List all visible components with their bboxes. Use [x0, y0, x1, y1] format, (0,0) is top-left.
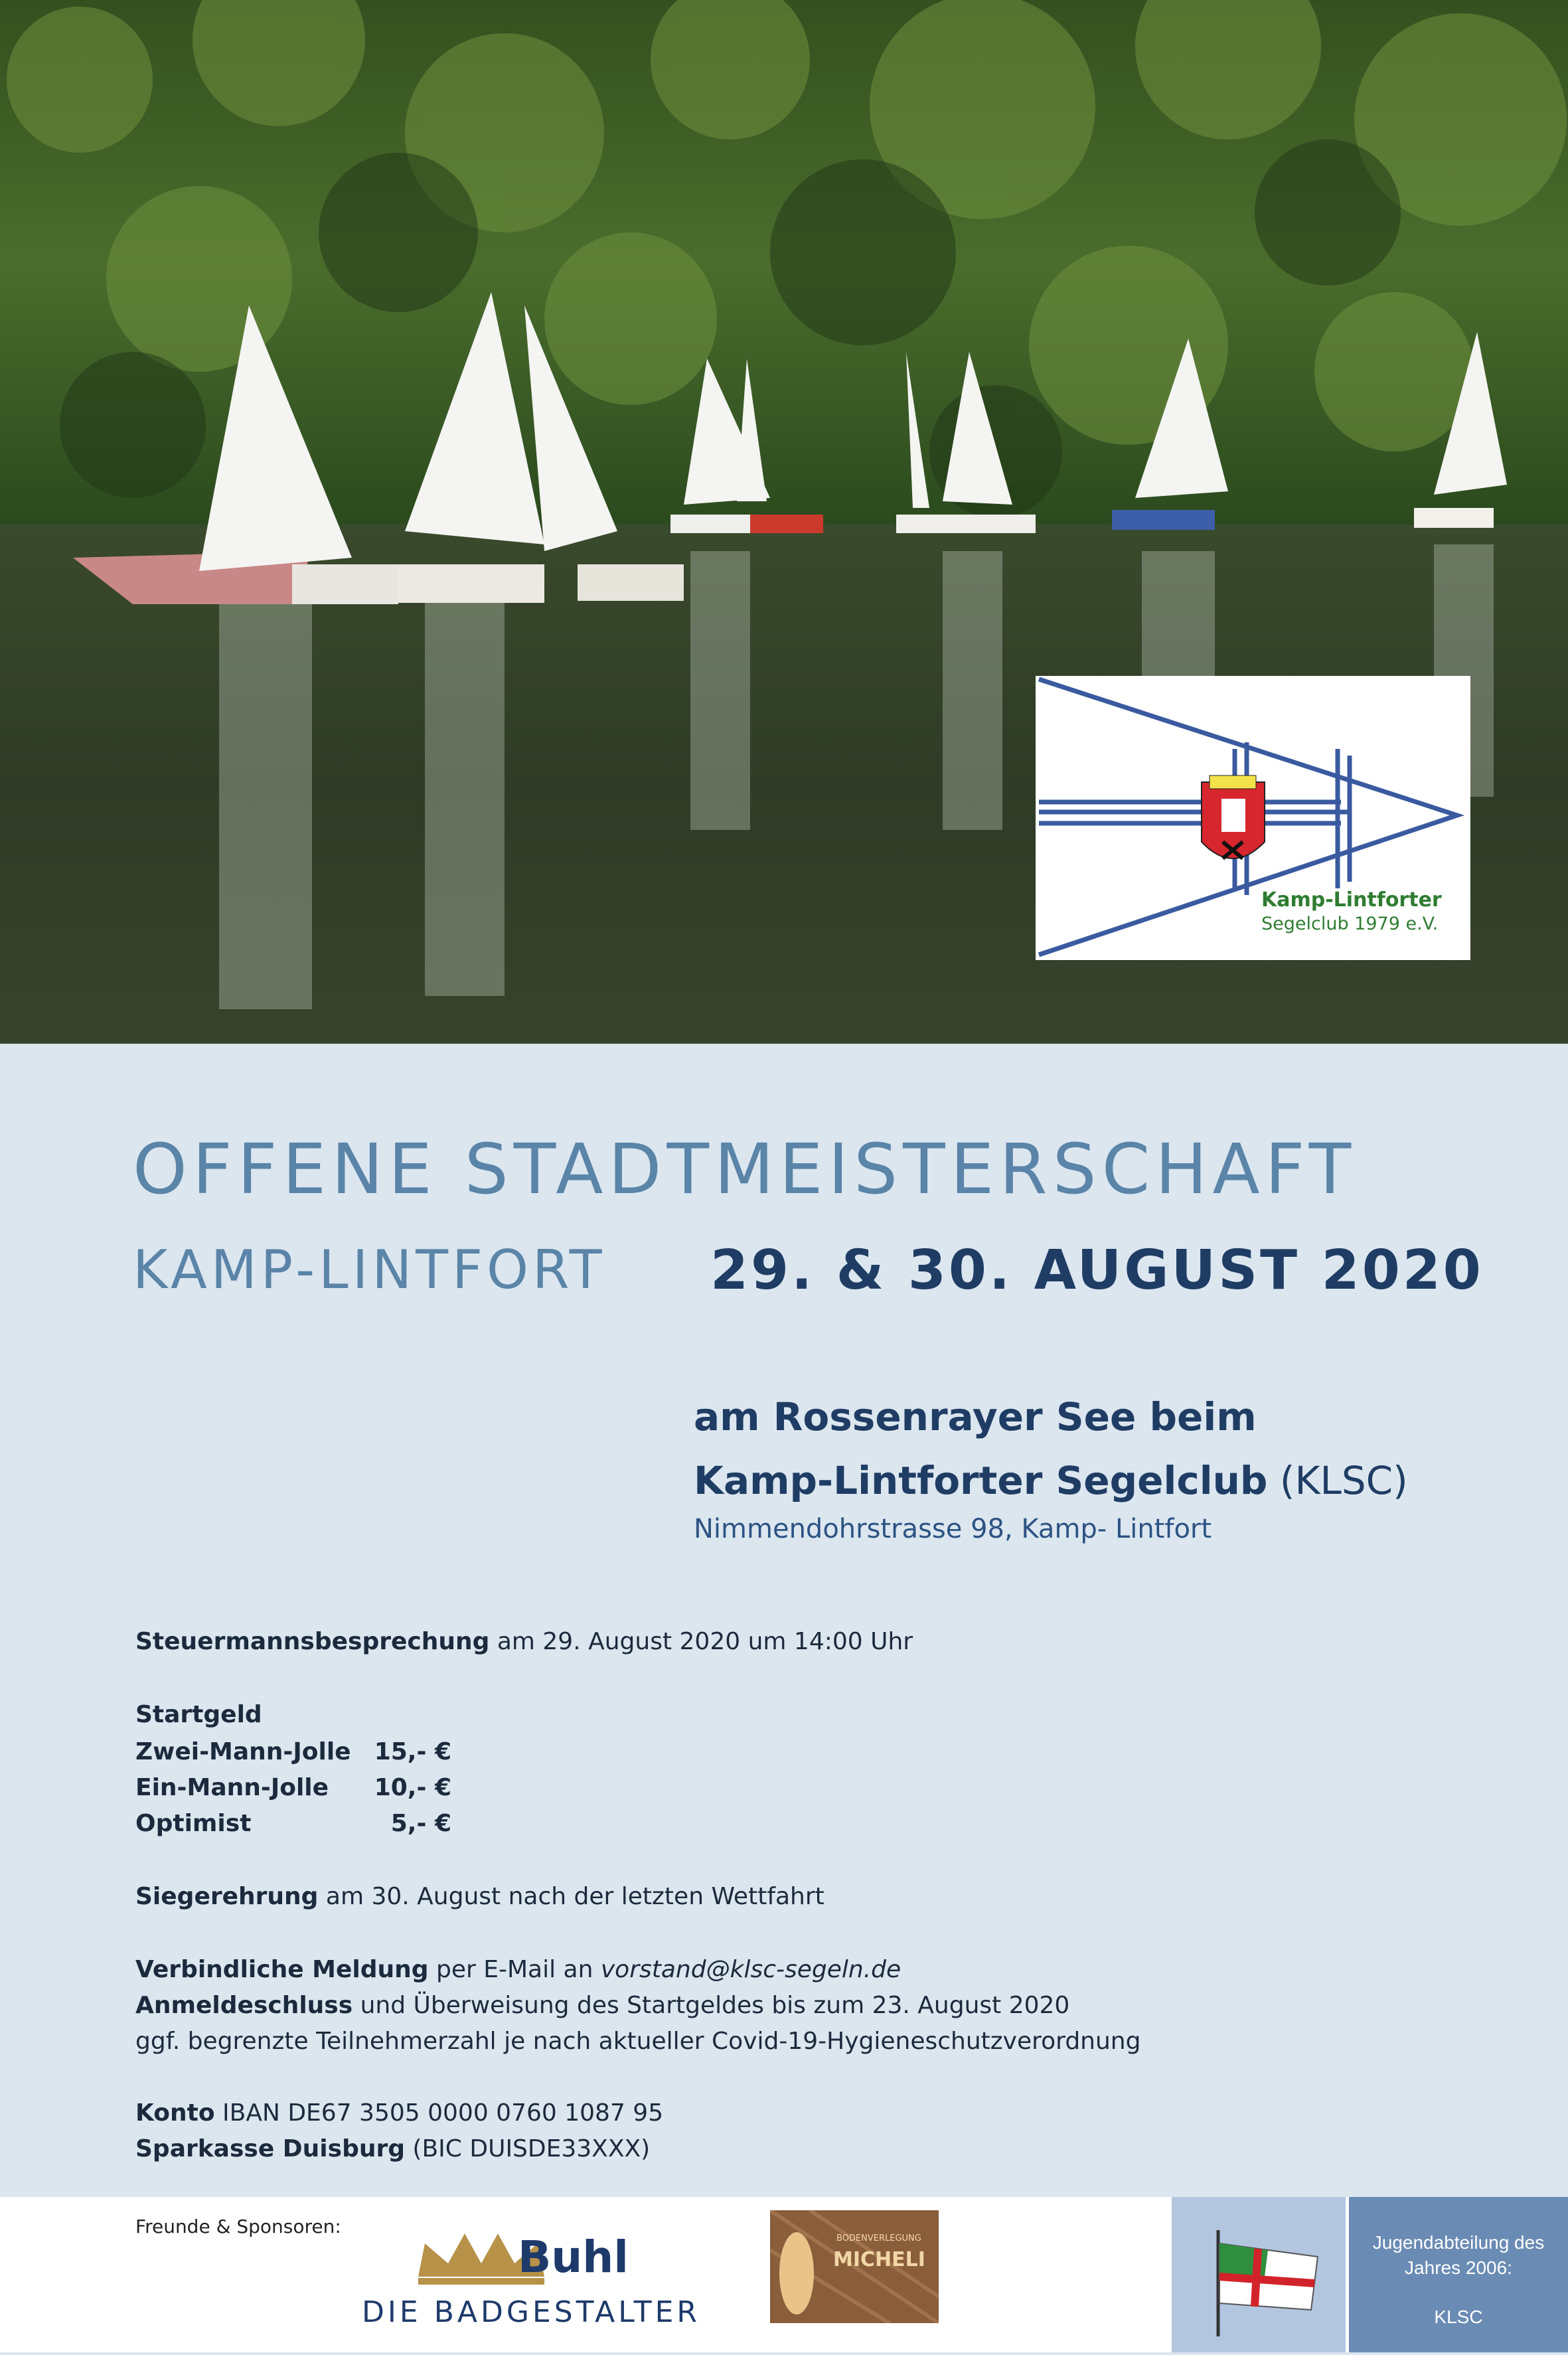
page-title: OFFENE STADTMEISTERSCHAFT [133, 1129, 1357, 1210]
registration-text: per E-Mail an [428, 1956, 601, 1983]
micheli-name: MICHELI [833, 2248, 925, 2271]
youth-award-badge [1349, 2197, 1568, 2352]
info-panel [0, 1044, 1568, 2197]
micheli-logo [770, 2210, 939, 2323]
briefing-label: Steuermannsbesprechung [135, 1628, 490, 1655]
club-abbr: (KLSC) [1267, 1458, 1408, 1503]
club-logo-subtitle: Segelclub 1979 e.V. [1261, 914, 1439, 934]
registration-email-link[interactable]: vorstand@klsc-segeln.de [600, 1956, 902, 1983]
registration-line [135, 1956, 901, 1983]
fee-amount: 10,- € [374, 1774, 451, 1801]
venue-line: am Rossenrayer See beim [694, 1394, 1257, 1439]
ceremony-line [135, 1883, 824, 1910]
ceremony-text: am 30. August nach der letzten Wettfahrt [318, 1883, 824, 1910]
bank-account-label: Konto [135, 2099, 215, 2127]
buhl-logo [358, 2217, 704, 2343]
fee-amount: 15,- € [374, 1738, 451, 1765]
bank-bic: (BIC DUISDE33XXX) [404, 2135, 651, 2162]
sponsor-label: Freunde & Sponsoren: [135, 2216, 341, 2237]
club-logo [1036, 676, 1470, 960]
deadline-label: Anmeldeschluss [135, 1992, 353, 2019]
deadline-text: und Überweisung des Startgeldes bis zum 23. August 2020 [353, 1992, 1070, 2019]
buhl-tagline: DIE BADGESTALTER [362, 2295, 700, 2329]
venue-club [694, 1458, 1408, 1503]
micheli-label: BODENVERLEGUNG [836, 2233, 921, 2243]
covid-note: ggf. begrenzte Teilnehmerzahl je nach aktueller Covid-19-Hygieneschutzverordnung [135, 2028, 1141, 2055]
fee-label: Zwei-Mann-Jolle [135, 1738, 351, 1765]
youth-award-club: KLSC [1434, 2307, 1483, 2327]
bank-name: Sparkasse Duisburg [135, 2135, 405, 2162]
micheli-mascot-icon [770, 2210, 939, 2323]
sponsor-footer [0, 2197, 1568, 2352]
bank-account-line [135, 2099, 663, 2127]
venue-address: Nimmendohrstrasse 98, Kamp- Lintfort [694, 1514, 1212, 1544]
club-name: Kamp-Lintforter Segelclub [694, 1458, 1268, 1503]
fee-amount: 5,- € [390, 1810, 451, 1837]
fee-label: Optimist [135, 1810, 252, 1837]
fees-title: Startgeld [135, 1701, 262, 1728]
registration-label: Verbindliche Meldung [135, 1956, 429, 1983]
event-date: 29. & 30. AUGUST 2020 [710, 1239, 1484, 1302]
ceremony-label: Siegerehrung [135, 1883, 319, 1910]
svnrw-logo [1172, 2197, 1346, 2352]
bank-name-line [135, 2135, 650, 2162]
buhl-name: Buhl [518, 2232, 629, 2283]
youth-award-text: Jugendabteilung des Jahres 2006: [1372, 2232, 1545, 2278]
briefing-line [135, 1628, 913, 1655]
club-logo-name: Kamp-Lintforter [1261, 888, 1442, 912]
fee-label: Ein-Mann-Jolle [135, 1774, 329, 1801]
deadline-line [135, 1992, 1069, 2019]
city-heading: KAMP-LINTFORT [133, 1239, 606, 1301]
briefing-text: am 29. August 2020 um 14:00 Uhr [489, 1628, 913, 1655]
bank-iban: IBAN DE67 3505 0000 0760 1087 95 [214, 2099, 664, 2127]
svnrw-flag-icon [1172, 2197, 1346, 2352]
